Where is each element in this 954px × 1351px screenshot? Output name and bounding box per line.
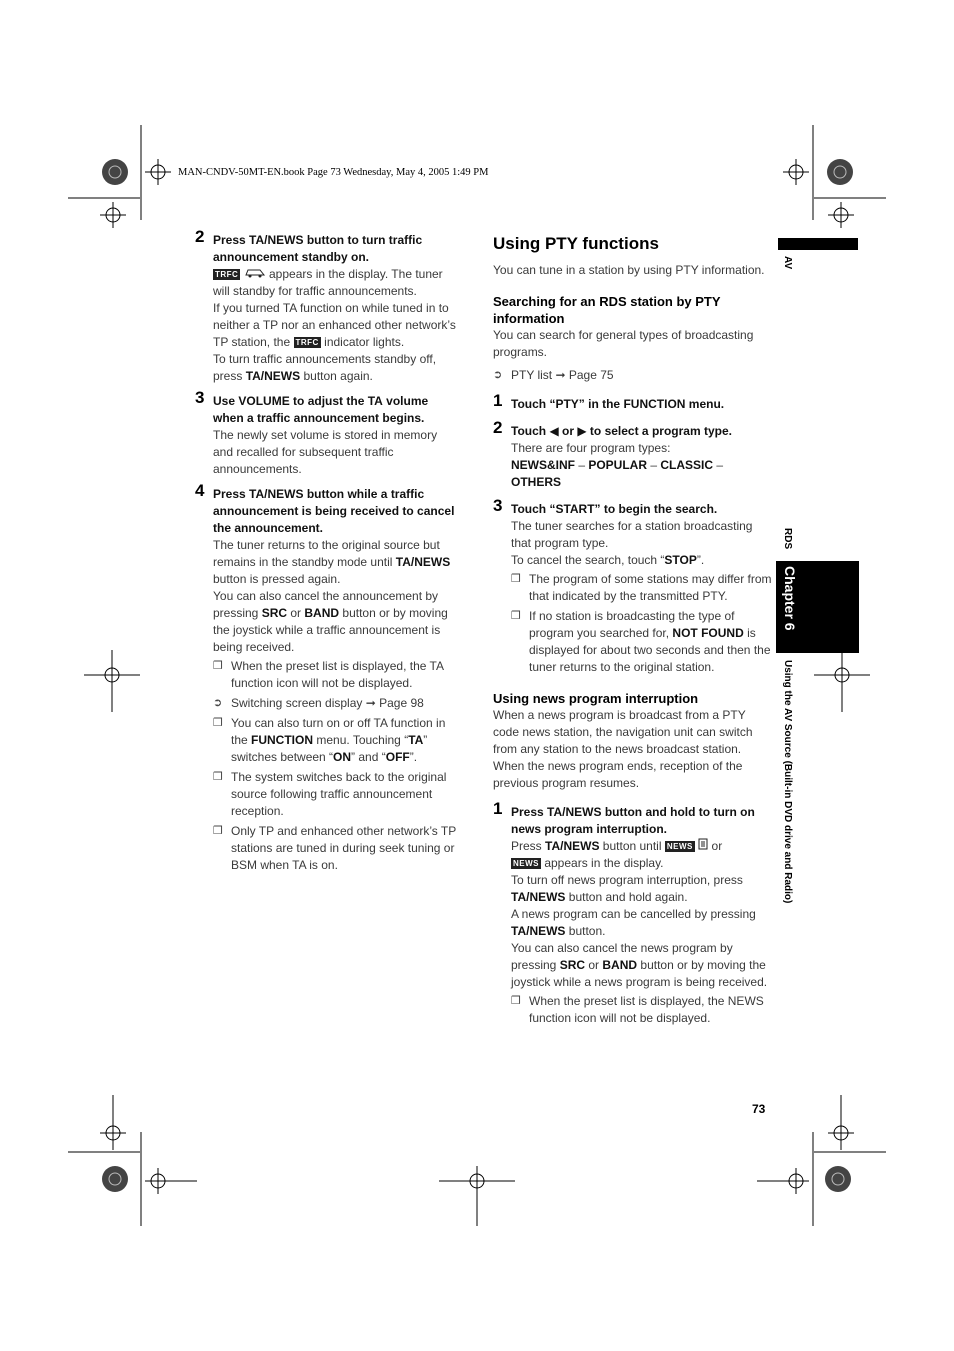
checkbox-bullet-icon: ❒ [213, 771, 223, 783]
step-text: If you turned TA function on while tuned in to neither a TP nor an enhanced other network’s TP station, the TRFC indicator lights. [213, 301, 456, 349]
sidebar-section-title: Using the AV Source (Built-in DVD drive and Radio) [782, 660, 793, 904]
book-header: MAN-CNDV-50MT-EN.book Page 73 Wednesday, May 4, 2005 1:49 PM [178, 167, 489, 178]
note-item: ❒ The program of some stations may differ from that indicated by the transmitted PTY. [511, 572, 772, 603]
step-title: Touch “START” to begin the search. [511, 502, 718, 516]
section-heading: Using PTY functions [493, 234, 659, 253]
news-step-1 [493, 799, 773, 1027]
sidebar-rds-label: RDS [782, 528, 793, 550]
step-text: To turn traffic announcements standby off, press TA/NEWS button again. [213, 352, 437, 383]
note-item: ❒ Only TP and enhanced other network’s TP stations are tuned in during seek tuning or BSM when TA is on. [213, 824, 457, 872]
pty-step-1 [493, 391, 773, 413]
step-3 [195, 388, 457, 478]
note-item: ❒ You can also turn on or off TA function in the FUNCTION menu. Touching “TA” switches between “ON” and “OFF”. [213, 716, 446, 764]
page-number: 73 [752, 1102, 766, 1116]
note-item: ❒ The system switches back to the original source following traffic announcement reception. [213, 770, 447, 818]
step-text: There are four program types: [511, 441, 671, 455]
reference-item: ➲ Switching screen display ➞ Page 98 [213, 696, 424, 710]
intro-text: You can tune in a station by using PTY information. [493, 263, 765, 277]
pty-step-3 [493, 496, 773, 676]
step-text: The newly set volume is stored in memory and recalled for subsequent traffic announcements. [213, 428, 438, 476]
step-title: Press TA/NEWS button while a traffic announcement is being received to cancel the announcement. [213, 487, 455, 535]
pty-step-2 [493, 418, 773, 491]
note-item: ❒ When the preset list is displayed, the NEWS function icon will not be displayed. [511, 994, 764, 1025]
step-text: To cancel the search, touch “STOP”. [511, 553, 705, 567]
step-text: Press TA/NEWS button until NEWS or NEWS appears in the display. [511, 839, 723, 870]
step-text: You can also cancel the news program by pressing SRC or BAND button or by moving the joystick while a news program is being received. [511, 941, 768, 989]
subsection-heading: Searching for an RDS station by PTY information [493, 294, 721, 326]
left-arrow-icon: ◀ [549, 424, 559, 438]
reference-arrow-icon: ➲ [493, 369, 503, 381]
checkbox-bullet-icon: ❒ [511, 995, 521, 1007]
step-text: The tuner returns to the original source but remains in the standby mode until TA/NEWS button is pressed again. [213, 538, 451, 586]
step-text: TRFC appears in the display. The tuner will standby for traffic announcements. [213, 267, 443, 298]
news-indicator-icon: NEWS [513, 859, 539, 869]
checkbox-bullet-icon: ❒ [511, 573, 521, 585]
news-document-icon [698, 839, 708, 853]
step-text: A news program can be cancelled by pressing TA/NEWS button. [511, 907, 756, 938]
sidebar-av-label: AV [782, 256, 793, 270]
chapter-label: Chapter 6 [782, 566, 798, 631]
right-column [493, 234, 773, 1035]
subsection-heading: Using news program interruption [493, 691, 699, 706]
step-number: 3 [195, 388, 205, 407]
step-number: 4 [195, 481, 205, 500]
step-title: Use VOLUME to adjust the TA volume when a traffic announcement begins. [213, 394, 429, 425]
step-number: 1 [493, 391, 503, 410]
checkbox-bullet-icon: ❒ [213, 717, 223, 729]
sidebar-tab-bar [778, 238, 858, 250]
step-title: Touch ◀ or ▶ to select a program type. [511, 424, 732, 438]
body-text: You can search for general types of broadcasting programs. [493, 328, 754, 359]
reference-item: ➲ PTY list ➞ Page 75 [493, 368, 614, 382]
step-text: To turn off news program interruption, press TA/NEWS button and hold again. [511, 873, 743, 904]
trfc-indicator-icon: TRFC [215, 270, 239, 280]
step-title: Touch “PTY” in the FUNCTION menu. [511, 397, 725, 411]
checkbox-bullet-icon: ❒ [213, 825, 223, 837]
step-number: 1 [493, 799, 503, 818]
checkbox-bullet-icon: ❒ [511, 610, 521, 622]
step-title: Press TA/NEWS button to turn traffic announcement standby on. [213, 233, 423, 264]
step-number: 3 [493, 496, 503, 515]
step-number: 2 [493, 418, 503, 437]
trfc-indicator-icon: TRFC [295, 338, 319, 348]
program-types: NEWS&INF – POPULAR – CLASSIC – OTHERS [511, 458, 724, 489]
step-title: Press TA/NEWS button and hold to turn on news program interruption. [511, 805, 755, 836]
news-indicator-icon: NEWS [666, 842, 693, 852]
step-number: 2 [195, 227, 205, 246]
checkbox-bullet-icon: ❒ [213, 660, 223, 672]
reference-arrow-icon: ➲ [213, 697, 223, 709]
right-arrow-icon: ▶ [577, 424, 587, 438]
step-text: You can also cancel the announcement by pressing SRC or BAND button or by moving the joystick while a traffic announcement is being received. [213, 589, 448, 654]
step-4 [195, 481, 457, 874]
left-column [195, 227, 457, 882]
note-item: ❒ If no station is broadcasting the type of program you searched for, NOT FOUND is displayed for about two seconds and then the tuner returns to the original station. [511, 609, 771, 674]
step-text: The tuner searches for a station broadcasting that program type. [511, 519, 753, 550]
car-icon [244, 267, 266, 281]
note-item: ❒ When the preset list is displayed, the TA function icon will not be displayed. [213, 659, 444, 690]
step-2 [195, 227, 457, 385]
body-text: When a news program is broadcast from a PTY code news station, the navigation unit can switch from any station to the news broadcast station. When the news program ends, reception of the previous program resumes. [493, 708, 753, 790]
